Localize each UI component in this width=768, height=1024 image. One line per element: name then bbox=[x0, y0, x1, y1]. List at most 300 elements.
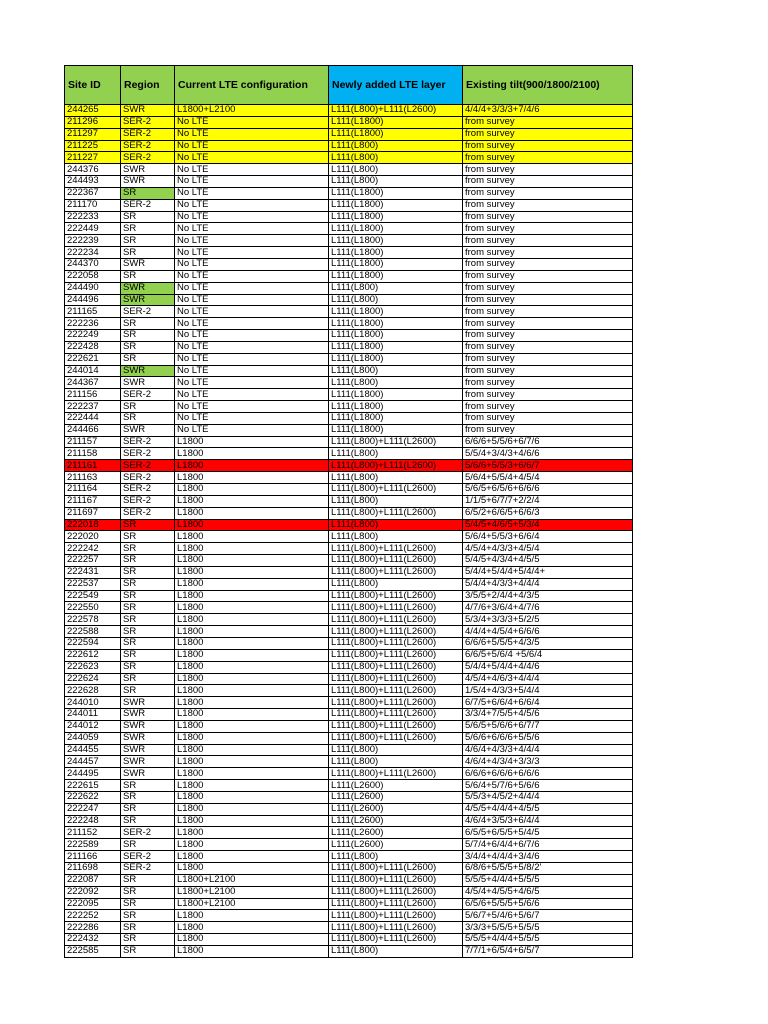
existing-tilt-cell[interactable]: from survey bbox=[463, 377, 633, 389]
site-id-cell[interactable]: 244493 bbox=[65, 176, 121, 188]
existing-tilt-cell[interactable]: 5/5/5+4/4/4+5/5/5 bbox=[463, 934, 633, 946]
current-lte-cell[interactable]: L1800 bbox=[175, 472, 329, 484]
site-id-cell[interactable]: 222018 bbox=[65, 519, 121, 531]
current-lte-cell[interactable]: L1800 bbox=[175, 863, 329, 875]
existing-tilt-cell[interactable]: from survey bbox=[463, 341, 633, 353]
current-lte-cell[interactable]: L1800 bbox=[175, 791, 329, 803]
existing-tilt-cell[interactable]: 6/6/6+5/5/6+6/7/6 bbox=[463, 436, 633, 448]
site-id-cell[interactable]: 222628 bbox=[65, 685, 121, 697]
site-id-cell[interactable]: 244466 bbox=[65, 424, 121, 436]
region-cell[interactable]: SWR bbox=[121, 176, 175, 188]
existing-tilt-cell[interactable]: 5/6/5+5/6/6+6/7/7 bbox=[463, 720, 633, 732]
current-lte-cell[interactable]: L1800 bbox=[175, 555, 329, 567]
current-lte-cell[interactable]: No LTE bbox=[175, 247, 329, 259]
new-lte-layer-cell[interactable]: L111(L800) bbox=[329, 365, 463, 377]
new-lte-layer-cell[interactable]: L111(L800) bbox=[329, 851, 463, 863]
region-cell[interactable]: SR bbox=[121, 874, 175, 886]
existing-tilt-cell[interactable]: 6/5/5+6/5/5+5/4/5 bbox=[463, 827, 633, 839]
current-lte-cell[interactable]: L1800 bbox=[175, 507, 329, 519]
existing-tilt-cell[interactable]: 5/3/4+3/3/3+5/2/5 bbox=[463, 614, 633, 626]
current-lte-cell[interactable]: L1800 bbox=[175, 732, 329, 744]
new-lte-layer-cell[interactable]: L111(L800) bbox=[329, 495, 463, 507]
region-cell[interactable]: SER-2 bbox=[121, 460, 175, 472]
header-region[interactable]: Region bbox=[121, 66, 175, 105]
new-lte-layer-cell[interactable]: L111(L800)+L111(L2600) bbox=[329, 886, 463, 898]
site-id-cell[interactable]: 222585 bbox=[65, 945, 121, 957]
current-lte-cell[interactable]: L1800 bbox=[175, 614, 329, 626]
existing-tilt-cell[interactable]: 5/4/4+4/3/3+4/4/4 bbox=[463, 578, 633, 590]
existing-tilt-cell[interactable]: 5/5/5+4/4/4+5/5/5 bbox=[463, 874, 633, 886]
site-id-cell[interactable]: 211296 bbox=[65, 116, 121, 128]
site-id-cell[interactable]: 222594 bbox=[65, 637, 121, 649]
new-lte-layer-cell[interactable]: L111(L800)+L111(L2600) bbox=[329, 720, 463, 732]
new-lte-layer-cell[interactable]: L111(L800) bbox=[329, 282, 463, 294]
current-lte-cell[interactable]: L1800 bbox=[175, 827, 329, 839]
current-lte-cell[interactable]: No LTE bbox=[175, 270, 329, 282]
existing-tilt-cell[interactable]: 3/3/3+5/5/5+5/5/5 bbox=[463, 922, 633, 934]
new-lte-layer-cell[interactable]: L111(L800)+L111(L2600) bbox=[329, 910, 463, 922]
current-lte-cell[interactable]: L1800 bbox=[175, 649, 329, 661]
site-id-cell[interactable]: 222242 bbox=[65, 543, 121, 555]
current-lte-cell[interactable]: L1800 bbox=[175, 934, 329, 946]
new-lte-layer-cell[interactable]: L111(L800)+L111(L2600) bbox=[329, 732, 463, 744]
current-lte-cell[interactable]: L1800 bbox=[175, 519, 329, 531]
existing-tilt-cell[interactable]: from survey bbox=[463, 235, 633, 247]
new-lte-layer-cell[interactable]: L111(L2600) bbox=[329, 839, 463, 851]
current-lte-cell[interactable]: L1800 bbox=[175, 590, 329, 602]
header-current-lte[interactable]: Current LTE configuration bbox=[175, 66, 329, 105]
current-lte-cell[interactable]: No LTE bbox=[175, 389, 329, 401]
current-lte-cell[interactable]: No LTE bbox=[175, 176, 329, 188]
new-lte-layer-cell[interactable]: L111(L800)+L111(L2600) bbox=[329, 590, 463, 602]
new-lte-layer-cell[interactable]: L111(L800)+L111(L2600) bbox=[329, 768, 463, 780]
current-lte-cell[interactable]: L1800 bbox=[175, 945, 329, 957]
region-cell[interactable]: SR bbox=[121, 187, 175, 199]
site-id-cell[interactable]: 244490 bbox=[65, 282, 121, 294]
site-id-cell[interactable]: 222444 bbox=[65, 412, 121, 424]
site-id-cell[interactable]: 222612 bbox=[65, 649, 121, 661]
new-lte-layer-cell[interactable]: L111(L800) bbox=[329, 164, 463, 176]
current-lte-cell[interactable]: L1800 bbox=[175, 484, 329, 496]
current-lte-cell[interactable]: L1800 bbox=[175, 602, 329, 614]
region-cell[interactable]: SR bbox=[121, 839, 175, 851]
site-id-cell[interactable]: 211167 bbox=[65, 495, 121, 507]
existing-tilt-cell[interactable]: 5/6/4+5/5/3+6/6/4 bbox=[463, 531, 633, 543]
existing-tilt-cell[interactable]: from survey bbox=[463, 306, 633, 318]
region-cell[interactable]: SR bbox=[121, 803, 175, 815]
existing-tilt-cell[interactable]: 1/5/4+4/3/3+5/4/4 bbox=[463, 685, 633, 697]
site-id-cell[interactable]: 211698 bbox=[65, 863, 121, 875]
site-id-cell[interactable]: 222588 bbox=[65, 626, 121, 638]
new-lte-layer-cell[interactable]: L111(L800)+L111(L2600) bbox=[329, 673, 463, 685]
current-lte-cell[interactable]: L1800 bbox=[175, 626, 329, 638]
region-cell[interactable]: SR bbox=[121, 626, 175, 638]
site-id-cell[interactable]: 244376 bbox=[65, 164, 121, 176]
site-id-cell[interactable]: 211227 bbox=[65, 152, 121, 164]
current-lte-cell[interactable]: No LTE bbox=[175, 377, 329, 389]
existing-tilt-cell[interactable]: 6/8/6+5/5/5+5/8/2' bbox=[463, 863, 633, 875]
site-id-cell[interactable]: 211156 bbox=[65, 389, 121, 401]
region-cell[interactable]: SWR bbox=[121, 282, 175, 294]
site-id-cell[interactable]: 244011 bbox=[65, 709, 121, 721]
existing-tilt-cell[interactable]: 5/7/4+6/4/4+6/7/6 bbox=[463, 839, 633, 851]
new-lte-layer-cell[interactable]: L111(L800) bbox=[329, 472, 463, 484]
existing-tilt-cell[interactable]: 4/5/4+4/6/3+4/4/4 bbox=[463, 673, 633, 685]
new-lte-layer-cell[interactable]: L111(L2600) bbox=[329, 803, 463, 815]
existing-tilt-cell[interactable]: from survey bbox=[463, 176, 633, 188]
region-cell[interactable]: SR bbox=[121, 661, 175, 673]
site-id-cell[interactable]: 211297 bbox=[65, 128, 121, 140]
site-id-cell[interactable]: 222621 bbox=[65, 353, 121, 365]
new-lte-layer-cell[interactable]: L111(L1800) bbox=[329, 353, 463, 365]
site-id-cell[interactable]: 211170 bbox=[65, 199, 121, 211]
new-lte-layer-cell[interactable]: L111(L800)+L111(L2600) bbox=[329, 460, 463, 472]
region-cell[interactable]: SER-2 bbox=[121, 152, 175, 164]
new-lte-layer-cell[interactable]: L111(L800)+L111(L2600) bbox=[329, 649, 463, 661]
current-lte-cell[interactable]: L1800 bbox=[175, 460, 329, 472]
region-cell[interactable]: SER-2 bbox=[121, 484, 175, 496]
site-id-cell[interactable]: 222549 bbox=[65, 590, 121, 602]
current-lte-cell[interactable]: No LTE bbox=[175, 341, 329, 353]
region-cell[interactable]: SER-2 bbox=[121, 116, 175, 128]
region-cell[interactable]: SR bbox=[121, 341, 175, 353]
new-lte-layer-cell[interactable]: L111(L800)+L111(L2600) bbox=[329, 105, 463, 117]
region-cell[interactable]: SWR bbox=[121, 709, 175, 721]
site-id-cell[interactable]: 222020 bbox=[65, 531, 121, 543]
current-lte-cell[interactable]: L1800 bbox=[175, 815, 329, 827]
current-lte-cell[interactable]: No LTE bbox=[175, 164, 329, 176]
existing-tilt-cell[interactable]: 4/6/4+4/3/3+4/4/4 bbox=[463, 744, 633, 756]
existing-tilt-cell[interactable]: from survey bbox=[463, 365, 633, 377]
new-lte-layer-cell[interactable]: L111(L800)+L111(L2600) bbox=[329, 898, 463, 910]
site-id-cell[interactable]: 211165 bbox=[65, 306, 121, 318]
new-lte-layer-cell[interactable]: L111(L800)+L111(L2600) bbox=[329, 661, 463, 673]
site-id-cell[interactable]: 222249 bbox=[65, 330, 121, 342]
new-lte-layer-cell[interactable]: L111(L800)+L111(L2600) bbox=[329, 637, 463, 649]
site-id-cell[interactable]: 222234 bbox=[65, 247, 121, 259]
region-cell[interactable]: SR bbox=[121, 318, 175, 330]
existing-tilt-cell[interactable]: from survey bbox=[463, 152, 633, 164]
existing-tilt-cell[interactable]: from survey bbox=[463, 211, 633, 223]
new-lte-layer-cell[interactable]: L111(L800)+L111(L2600) bbox=[329, 685, 463, 697]
new-lte-layer-cell[interactable]: L111(L800) bbox=[329, 531, 463, 543]
site-id-cell[interactable]: 222247 bbox=[65, 803, 121, 815]
existing-tilt-cell[interactable]: 6/6/6+6/6/6+6/6/6 bbox=[463, 768, 633, 780]
new-lte-layer-cell[interactable]: L111(L1800) bbox=[329, 341, 463, 353]
site-id-cell[interactable]: 222248 bbox=[65, 815, 121, 827]
region-cell[interactable]: SER-2 bbox=[121, 199, 175, 211]
existing-tilt-cell[interactable]: 4/6/4+3/5/3+6/4/4 bbox=[463, 815, 633, 827]
current-lte-cell[interactable]: L1800 bbox=[175, 661, 329, 673]
current-lte-cell[interactable]: L1800 bbox=[175, 922, 329, 934]
existing-tilt-cell[interactable]: from survey bbox=[463, 223, 633, 235]
new-lte-layer-cell[interactable]: L111(L800)+L111(L2600) bbox=[329, 709, 463, 721]
current-lte-cell[interactable]: No LTE bbox=[175, 140, 329, 152]
site-id-cell[interactable]: 244496 bbox=[65, 294, 121, 306]
site-id-cell[interactable]: 211163 bbox=[65, 472, 121, 484]
current-lte-cell[interactable]: No LTE bbox=[175, 318, 329, 330]
existing-tilt-cell[interactable]: 5/6/6+5/5/3+6/6/7 bbox=[463, 460, 633, 472]
region-cell[interactable]: SWR bbox=[121, 365, 175, 377]
existing-tilt-cell[interactable]: from survey bbox=[463, 164, 633, 176]
existing-tilt-cell[interactable]: 4/5/4+4/3/3+4/5/4 bbox=[463, 543, 633, 555]
current-lte-cell[interactable]: No LTE bbox=[175, 211, 329, 223]
new-lte-layer-cell[interactable]: L111(L800)+L111(L2600) bbox=[329, 697, 463, 709]
header-site-id[interactable]: Site ID bbox=[65, 66, 121, 105]
region-cell[interactable]: SER-2 bbox=[121, 436, 175, 448]
current-lte-cell[interactable]: No LTE bbox=[175, 152, 329, 164]
region-cell[interactable]: SER-2 bbox=[121, 389, 175, 401]
site-id-cell[interactable]: 244265 bbox=[65, 105, 121, 117]
region-cell[interactable]: SWR bbox=[121, 732, 175, 744]
new-lte-layer-cell[interactable]: L111(L1800) bbox=[329, 424, 463, 436]
region-cell[interactable]: SR bbox=[121, 566, 175, 578]
existing-tilt-cell[interactable]: 3/4/4+4/4/4+3/4/6 bbox=[463, 851, 633, 863]
site-id-cell[interactable]: 222622 bbox=[65, 791, 121, 803]
current-lte-cell[interactable]: No LTE bbox=[175, 294, 329, 306]
region-cell[interactable]: SR bbox=[121, 401, 175, 413]
new-lte-layer-cell[interactable]: L111(L800) bbox=[329, 152, 463, 164]
current-lte-cell[interactable]: L1800 bbox=[175, 531, 329, 543]
current-lte-cell[interactable]: L1800 bbox=[175, 720, 329, 732]
region-cell[interactable]: SR bbox=[121, 649, 175, 661]
site-id-cell[interactable]: 211157 bbox=[65, 436, 121, 448]
existing-tilt-cell[interactable]: 5/5/4+3/4/3+4/6/6 bbox=[463, 448, 633, 460]
new-lte-layer-cell[interactable]: L111(L1800) bbox=[329, 412, 463, 424]
new-lte-layer-cell[interactable]: L111(L800)+L111(L2600) bbox=[329, 922, 463, 934]
site-id-cell[interactable]: 244495 bbox=[65, 768, 121, 780]
new-lte-layer-cell[interactable]: L111(L800) bbox=[329, 744, 463, 756]
existing-tilt-cell[interactable]: from survey bbox=[463, 258, 633, 270]
new-lte-layer-cell[interactable]: L111(L1800) bbox=[329, 211, 463, 223]
region-cell[interactable]: SER-2 bbox=[121, 140, 175, 152]
region-cell[interactable]: SWR bbox=[121, 294, 175, 306]
site-id-cell[interactable]: 222237 bbox=[65, 401, 121, 413]
region-cell[interactable]: SR bbox=[121, 934, 175, 946]
site-id-cell[interactable]: 222550 bbox=[65, 602, 121, 614]
new-lte-layer-cell[interactable]: L111(L1800) bbox=[329, 235, 463, 247]
current-lte-cell[interactable]: No LTE bbox=[175, 412, 329, 424]
site-id-cell[interactable]: 222589 bbox=[65, 839, 121, 851]
existing-tilt-cell[interactable]: 5/6/7+5/4/6+5/6/7 bbox=[463, 910, 633, 922]
site-id-cell[interactable]: 244059 bbox=[65, 732, 121, 744]
new-lte-layer-cell[interactable]: L111(L800)+L111(L2600) bbox=[329, 555, 463, 567]
site-id-cell[interactable]: 244010 bbox=[65, 697, 121, 709]
site-id-cell[interactable]: 222087 bbox=[65, 874, 121, 886]
site-id-cell[interactable]: 244012 bbox=[65, 720, 121, 732]
region-cell[interactable]: SR bbox=[121, 543, 175, 555]
new-lte-layer-cell[interactable]: L111(L1800) bbox=[329, 330, 463, 342]
region-cell[interactable]: SR bbox=[121, 637, 175, 649]
current-lte-cell[interactable]: L1800 bbox=[175, 685, 329, 697]
new-lte-layer-cell[interactable]: L111(L1800) bbox=[329, 187, 463, 199]
region-cell[interactable]: SWR bbox=[121, 105, 175, 117]
site-id-cell[interactable]: 222236 bbox=[65, 318, 121, 330]
new-lte-layer-cell[interactable]: L111(L800)+L111(L2600) bbox=[329, 566, 463, 578]
region-cell[interactable]: SWR bbox=[121, 756, 175, 768]
new-lte-layer-cell[interactable]: L111(L1800) bbox=[329, 270, 463, 282]
current-lte-cell[interactable]: No LTE bbox=[175, 282, 329, 294]
region-cell[interactable]: SR bbox=[121, 531, 175, 543]
region-cell[interactable]: SR bbox=[121, 247, 175, 259]
existing-tilt-cell[interactable]: from survey bbox=[463, 199, 633, 211]
existing-tilt-cell[interactable]: 4/5/5+4/4/4+4/5/5 bbox=[463, 803, 633, 815]
current-lte-cell[interactable]: L1800+L2100 bbox=[175, 874, 329, 886]
region-cell[interactable]: SER-2 bbox=[121, 448, 175, 460]
existing-tilt-cell[interactable]: 6/5/6+5/5/5+5/6/6 bbox=[463, 898, 633, 910]
region-cell[interactable]: SR bbox=[121, 223, 175, 235]
existing-tilt-cell[interactable]: from survey bbox=[463, 282, 633, 294]
new-lte-layer-cell[interactable]: L111(L800) bbox=[329, 448, 463, 460]
region-cell[interactable]: SR bbox=[121, 519, 175, 531]
new-lte-layer-cell[interactable]: L111(L2600) bbox=[329, 780, 463, 792]
site-id-cell[interactable]: 244014 bbox=[65, 365, 121, 377]
site-id-cell[interactable]: 222624 bbox=[65, 673, 121, 685]
existing-tilt-cell[interactable]: 5/4/4+5/4/4+4/4/6 bbox=[463, 661, 633, 673]
existing-tilt-cell[interactable]: from survey bbox=[463, 424, 633, 436]
region-cell[interactable]: SR bbox=[121, 614, 175, 626]
existing-tilt-cell[interactable]: 4/4/4+4/5/4+6/6/6 bbox=[463, 626, 633, 638]
current-lte-cell[interactable]: L1800 bbox=[175, 578, 329, 590]
site-id-cell[interactable]: 222615 bbox=[65, 780, 121, 792]
current-lte-cell[interactable]: L1800 bbox=[175, 709, 329, 721]
region-cell[interactable]: SER-2 bbox=[121, 472, 175, 484]
region-cell[interactable]: SR bbox=[121, 922, 175, 934]
current-lte-cell[interactable]: L1800 bbox=[175, 543, 329, 555]
region-cell[interactable]: SR bbox=[121, 685, 175, 697]
region-cell[interactable]: SER-2 bbox=[121, 507, 175, 519]
region-cell[interactable]: SWR bbox=[121, 768, 175, 780]
region-cell[interactable]: SWR bbox=[121, 697, 175, 709]
site-id-cell[interactable]: 222578 bbox=[65, 614, 121, 626]
current-lte-cell[interactable]: L1800 bbox=[175, 744, 329, 756]
region-cell[interactable]: SR bbox=[121, 673, 175, 685]
current-lte-cell[interactable]: No LTE bbox=[175, 353, 329, 365]
existing-tilt-cell[interactable]: 5/6/6+6/6/6+5/5/6 bbox=[463, 732, 633, 744]
site-id-cell[interactable]: 222537 bbox=[65, 578, 121, 590]
current-lte-cell[interactable]: No LTE bbox=[175, 199, 329, 211]
current-lte-cell[interactable]: L1800 bbox=[175, 780, 329, 792]
existing-tilt-cell[interactable]: 5/5/3+4/5/2+4/4/4 bbox=[463, 791, 633, 803]
site-id-cell[interactable]: 222252 bbox=[65, 910, 121, 922]
existing-tilt-cell[interactable]: 6/7/5+6/6/4+6/6/4 bbox=[463, 697, 633, 709]
new-lte-layer-cell[interactable]: L111(L800)+L111(L2600) bbox=[329, 484, 463, 496]
site-id-cell[interactable]: 222623 bbox=[65, 661, 121, 673]
site-id-cell[interactable]: 211152 bbox=[65, 827, 121, 839]
current-lte-cell[interactable]: No LTE bbox=[175, 365, 329, 377]
current-lte-cell[interactable]: L1800 bbox=[175, 495, 329, 507]
site-id-cell[interactable]: 222239 bbox=[65, 235, 121, 247]
region-cell[interactable]: SWR bbox=[121, 744, 175, 756]
region-cell[interactable]: SR bbox=[121, 578, 175, 590]
new-lte-layer-cell[interactable]: L111(L1800) bbox=[329, 306, 463, 318]
current-lte-cell[interactable]: No LTE bbox=[175, 401, 329, 413]
new-lte-layer-cell[interactable]: L111(L800) bbox=[329, 519, 463, 531]
new-lte-layer-cell[interactable]: L111(L800) bbox=[329, 377, 463, 389]
existing-tilt-cell[interactable]: from survey bbox=[463, 412, 633, 424]
existing-tilt-cell[interactable]: from survey bbox=[463, 330, 633, 342]
new-lte-layer-cell[interactable]: L111(L2600) bbox=[329, 791, 463, 803]
region-cell[interactable]: SWR bbox=[121, 164, 175, 176]
existing-tilt-cell[interactable]: 6/5/2+6/6/5+6/6/3 bbox=[463, 507, 633, 519]
region-cell[interactable]: SER-2 bbox=[121, 851, 175, 863]
region-cell[interactable]: SR bbox=[121, 602, 175, 614]
region-cell[interactable]: SR bbox=[121, 412, 175, 424]
existing-tilt-cell[interactable]: 5/4/4+5/4/4+5/4/4+ bbox=[463, 566, 633, 578]
current-lte-cell[interactable]: L1800 bbox=[175, 697, 329, 709]
current-lte-cell[interactable]: No LTE bbox=[175, 116, 329, 128]
region-cell[interactable]: SR bbox=[121, 270, 175, 282]
region-cell[interactable]: SR bbox=[121, 910, 175, 922]
current-lte-cell[interactable]: No LTE bbox=[175, 330, 329, 342]
site-id-cell[interactable]: 222286 bbox=[65, 922, 121, 934]
region-cell[interactable]: SWR bbox=[121, 424, 175, 436]
new-lte-layer-cell[interactable]: L111(L800)+L111(L2600) bbox=[329, 436, 463, 448]
existing-tilt-cell[interactable]: 4/7/6+3/6/4+4/7/6 bbox=[463, 602, 633, 614]
new-lte-layer-cell[interactable]: L111(L1800) bbox=[329, 223, 463, 235]
site-id-cell[interactable]: 222449 bbox=[65, 223, 121, 235]
new-lte-layer-cell[interactable]: L111(L1800) bbox=[329, 199, 463, 211]
new-lte-layer-cell[interactable]: L111(L800)+L111(L2600) bbox=[329, 626, 463, 638]
new-lte-layer-cell[interactable]: L111(L1800) bbox=[329, 258, 463, 270]
current-lte-cell[interactable]: L1800+L2100 bbox=[175, 898, 329, 910]
current-lte-cell[interactable]: No LTE bbox=[175, 306, 329, 318]
existing-tilt-cell[interactable]: 6/6/5+5/6/4 +5/6/4 bbox=[463, 649, 633, 661]
new-lte-layer-cell[interactable]: L111(L800) bbox=[329, 294, 463, 306]
existing-tilt-cell[interactable]: from survey bbox=[463, 128, 633, 140]
current-lte-cell[interactable]: No LTE bbox=[175, 187, 329, 199]
site-id-cell[interactable]: 244457 bbox=[65, 756, 121, 768]
existing-tilt-cell[interactable]: from survey bbox=[463, 116, 633, 128]
existing-tilt-cell[interactable]: 5/6/4+5/5/4+4/5/4 bbox=[463, 472, 633, 484]
existing-tilt-cell[interactable]: 4/5/4+4/5/5+4/6/5 bbox=[463, 886, 633, 898]
current-lte-cell[interactable]: L1800 bbox=[175, 768, 329, 780]
site-id-cell[interactable]: 211164 bbox=[65, 484, 121, 496]
current-lte-cell[interactable]: L1800+L2100 bbox=[175, 886, 329, 898]
existing-tilt-cell[interactable]: from survey bbox=[463, 187, 633, 199]
existing-tilt-cell[interactable]: from survey bbox=[463, 247, 633, 259]
site-id-cell[interactable]: 222367 bbox=[65, 187, 121, 199]
new-lte-layer-cell[interactable]: L111(L1800) bbox=[329, 116, 463, 128]
new-lte-layer-cell[interactable]: L111(L1800) bbox=[329, 247, 463, 259]
existing-tilt-cell[interactable]: from survey bbox=[463, 389, 633, 401]
site-id-cell[interactable]: 222095 bbox=[65, 898, 121, 910]
existing-tilt-cell[interactable]: 6/6/6+5/5/5+4/3/5 bbox=[463, 637, 633, 649]
existing-tilt-cell[interactable]: 7/7/1+6/5/4+6/5/7 bbox=[463, 945, 633, 957]
site-id-cell[interactable]: 222432 bbox=[65, 934, 121, 946]
site-id-cell[interactable]: 222233 bbox=[65, 211, 121, 223]
site-id-cell[interactable]: 244455 bbox=[65, 744, 121, 756]
new-lte-layer-cell[interactable]: L111(L800)+L111(L2600) bbox=[329, 543, 463, 555]
existing-tilt-cell[interactable]: from survey bbox=[463, 353, 633, 365]
region-cell[interactable]: SR bbox=[121, 211, 175, 223]
current-lte-cell[interactable]: L1800 bbox=[175, 637, 329, 649]
existing-tilt-cell[interactable]: 5/4/5+4/6/5+5/3/4 bbox=[463, 519, 633, 531]
site-id-cell[interactable]: 211158 bbox=[65, 448, 121, 460]
new-lte-layer-cell[interactable]: L111(L2600) bbox=[329, 815, 463, 827]
region-cell[interactable]: SR bbox=[121, 815, 175, 827]
new-lte-layer-cell[interactable]: L111(L1800) bbox=[329, 401, 463, 413]
region-cell[interactable]: SR bbox=[121, 590, 175, 602]
new-lte-layer-cell[interactable]: L111(L800)+L111(L2600) bbox=[329, 934, 463, 946]
existing-tilt-cell[interactable]: from survey bbox=[463, 318, 633, 330]
existing-tilt-cell[interactable]: 5/6/5+6/5/6+6/6/6 bbox=[463, 484, 633, 496]
region-cell[interactable]: SR bbox=[121, 791, 175, 803]
region-cell[interactable]: SR bbox=[121, 330, 175, 342]
region-cell[interactable]: SR bbox=[121, 780, 175, 792]
region-cell[interactable]: SR bbox=[121, 353, 175, 365]
site-id-cell[interactable]: 222431 bbox=[65, 566, 121, 578]
